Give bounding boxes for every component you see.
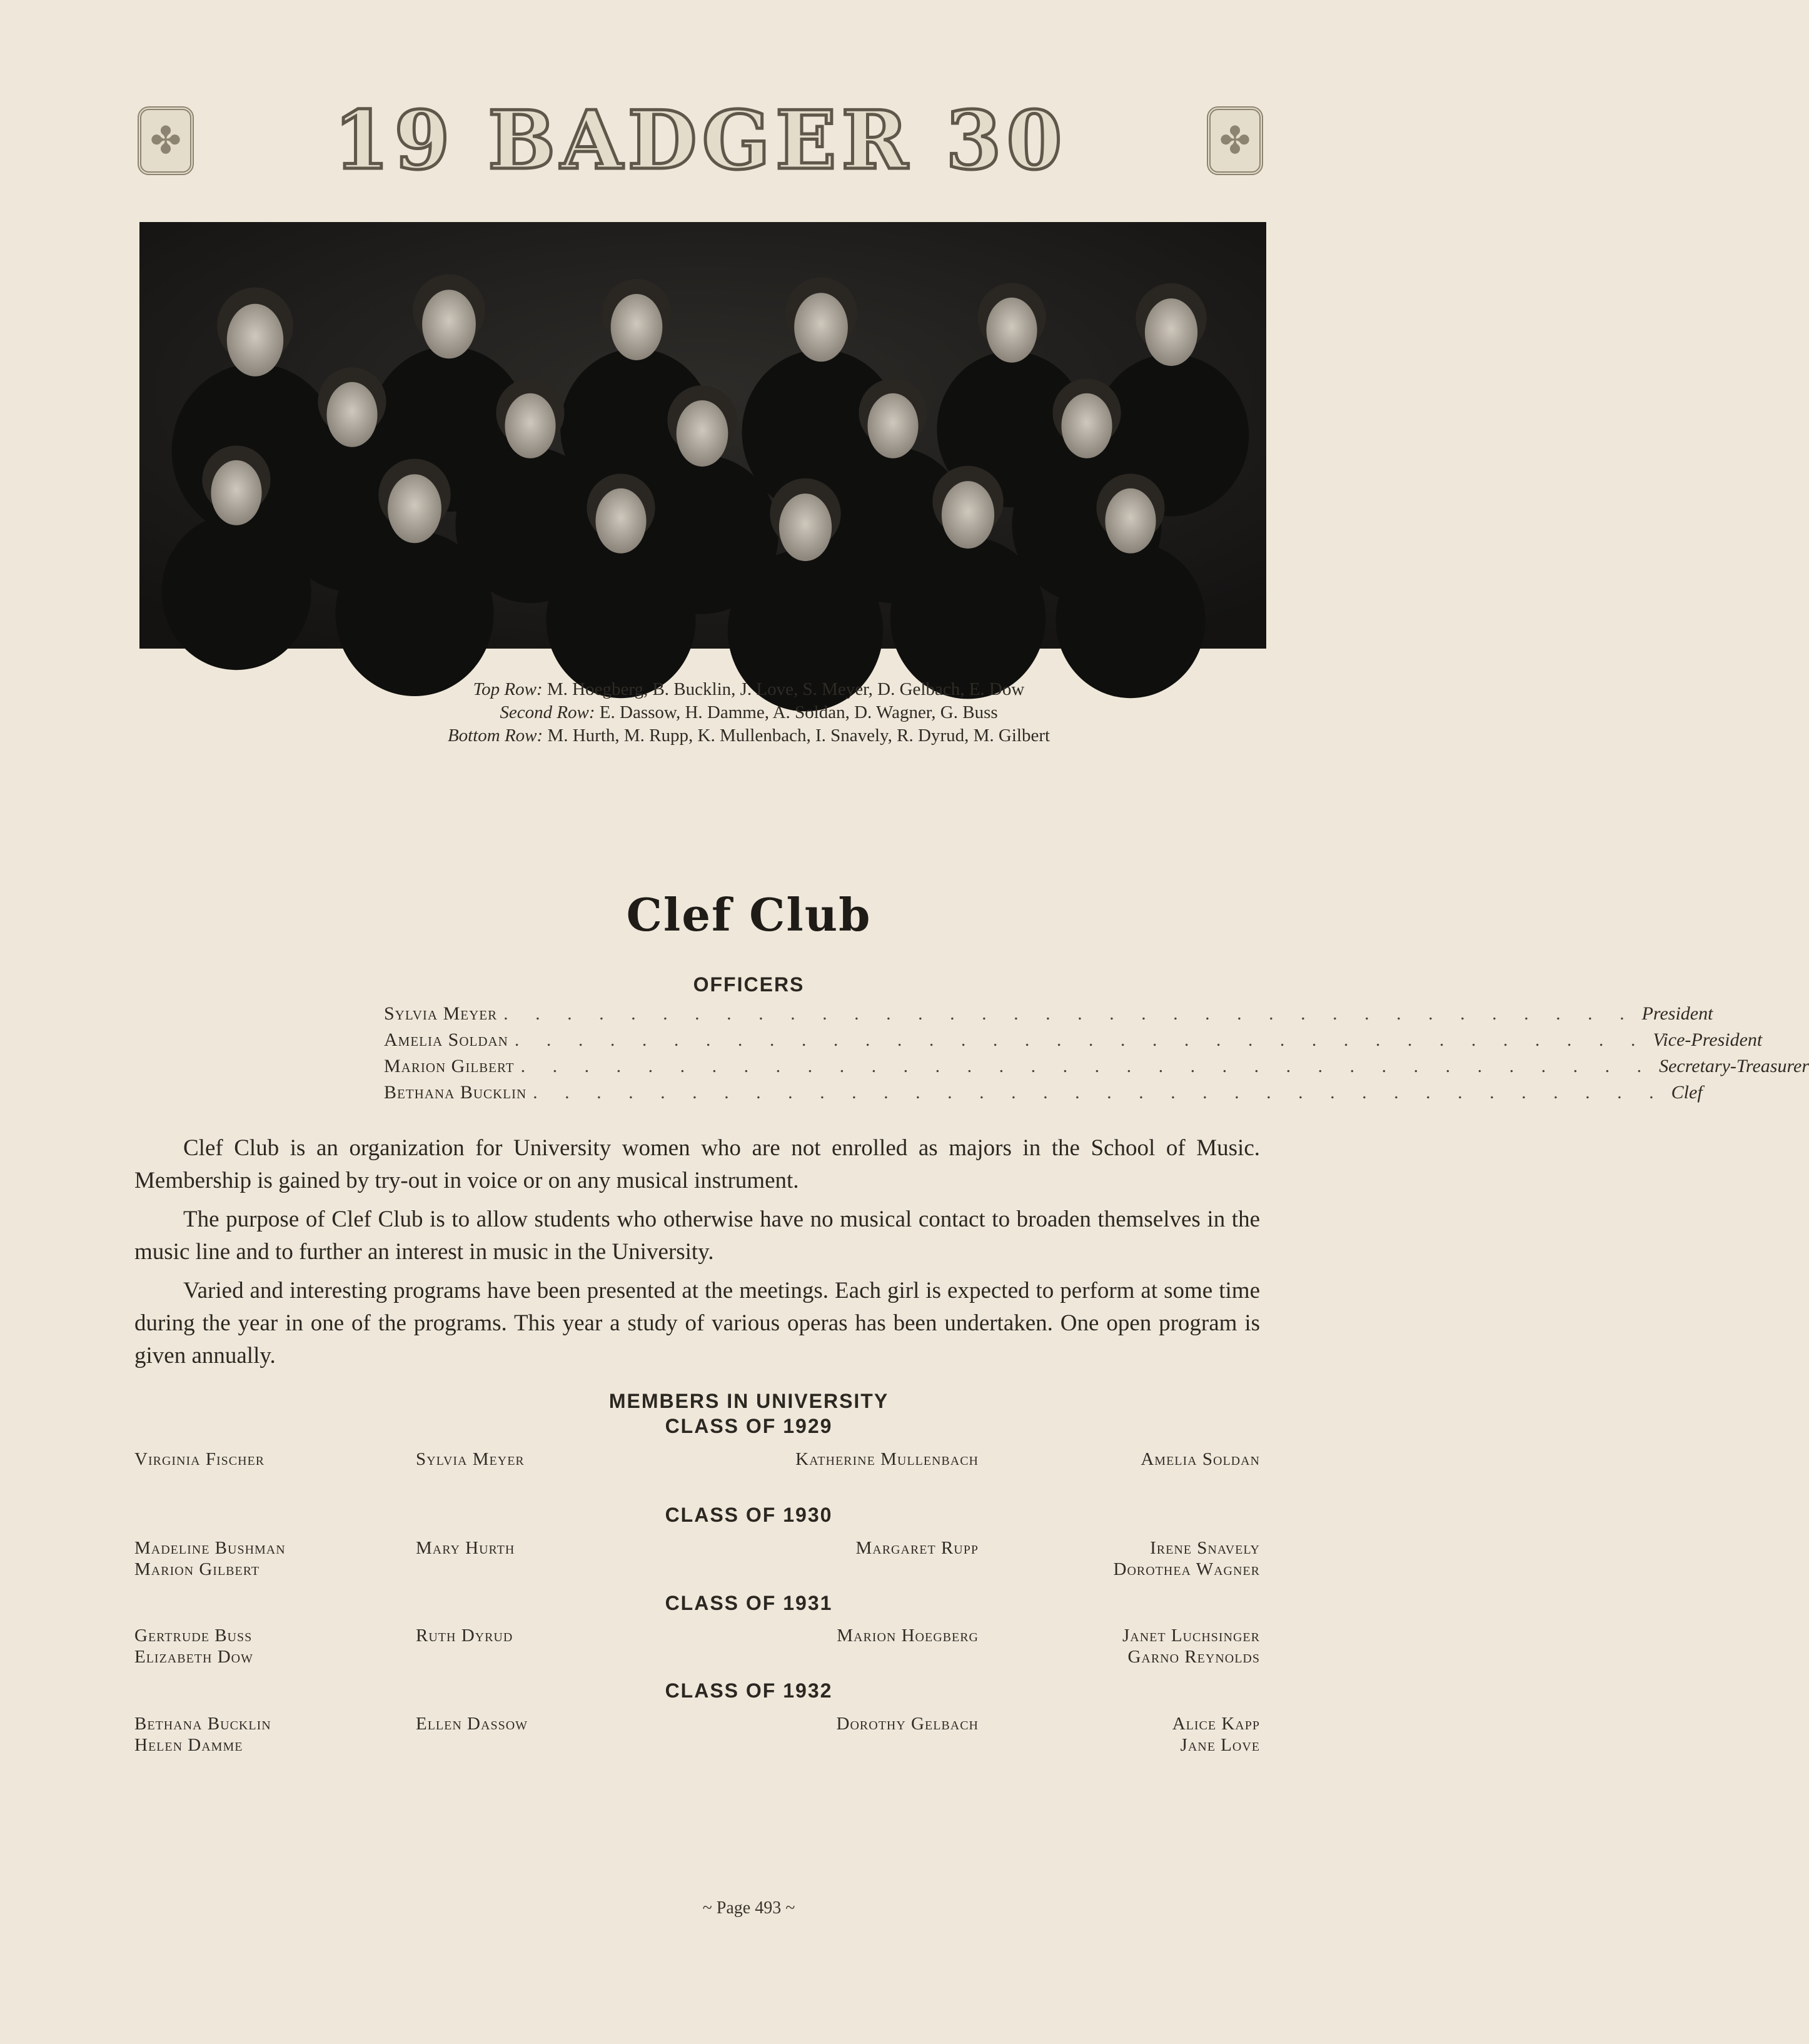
member-name: Garno Reynolds [1127,1647,1260,1667]
member-name: Margaret Rupp [855,1538,979,1558]
officers-list [384,1003,1809,1108]
member-name: Ruth Dyrud [416,1626,513,1646]
person-body [161,514,311,670]
member-name: Marion Gilbert [134,1559,260,1579]
caption-top-row: Top Row: M. Hoegberg, B. Bucklin, J. Love, S. Meyer, D. Gelbach, E. Dow [473,679,1025,699]
officer-row: Amelia Soldan . . . . . . . . . . . . . . . . . . . . . . . . . . . . . . . . . . . . Vice-President [384,1030,1763,1050]
member-name: Sylvia Meyer [416,1449,525,1469]
class-heading: CLASS OF 1930 [665,1504,833,1526]
person-face [227,304,283,377]
page-title: Clef Club [626,888,872,941]
officer-row: Sylvia Meyer . . . . . . . . . . . . . . . . . . . . . . . . . . . . . . . . . . . . President [384,1003,1713,1024]
person-body [336,531,494,696]
member-name: Bethana Bucklin [134,1714,271,1734]
group-photo [139,222,1266,649]
member-names [134,1625,253,1667]
member-names [1172,1713,1260,1756]
person-face [595,488,646,554]
person-face [388,474,441,543]
page-number: ~ Page 493 ~ [702,1898,795,1918]
member-name: Janet Luchsinger [1122,1626,1260,1646]
person-body [546,542,695,699]
person-face [1061,393,1112,458]
member-name: Irene Snavely [1150,1538,1260,1558]
member-name: Dorothy Gelbach [836,1714,979,1734]
person-face [942,481,994,549]
person-face [794,293,848,362]
member-names [134,1713,271,1756]
member-name: Ellen Dassow [416,1714,528,1734]
member-name: Virginia Fischer [134,1449,265,1469]
member-name: Alice Kapp [1172,1714,1260,1734]
paragraph: The purpose of Clef Club is to allow students who otherwise have no musical contact to broaden themselves in the music line and to further an interest in music in the University. [134,1207,1260,1265]
header-title: 19 BADGER 30 [333,94,1067,188]
person-face [779,493,832,561]
members-heading: MEMBERS IN UNIVERSITY [608,1390,889,1412]
person-face [326,382,377,447]
member-names [134,1537,286,1580]
person-face [677,400,728,467]
member-name: Helen Damme [134,1735,243,1755]
group-photo-icon [139,222,1266,649]
caption-second-row: Second Row: E. Dassow, H. Damme, A. Soldan, D. Wagner, G. Buss [500,702,998,722]
paragraph: Clef Club is an organization for University women who are not enrolled as majors in the School of Music. Membership is gained by try-out in voice or on any musical instrument. [134,1135,1260,1193]
person-face [611,294,663,360]
class-heading: CLASS OF 1929 [665,1415,833,1437]
member-names [1114,1537,1260,1580]
person-face [211,460,261,525]
class-members [134,1449,1260,1499]
person-body [1056,542,1205,699]
member-name: Elizabeth Dow [134,1647,253,1667]
person-face [505,393,555,458]
caption-bottom-row: Bottom Row: M. Hurth, M. Rupp, K. Mullenbach, I. Snavely, R. Dyrud, M. Gilbert [447,726,1051,746]
member-name: Marion Hoegberg [837,1626,979,1646]
person-body [890,537,1046,699]
description [134,1132,1260,1379]
ornament-right-icon: ✤ [1207,106,1263,175]
class-members [134,1537,1260,1587]
officer-row: Bethana Bucklin . . . . . . . . . . . . . . . . . . . . . . . . . . . . . . . . . . . . Clef [384,1082,1703,1103]
member-name: Katherine Mullenbach [795,1449,979,1469]
class-heading: CLASS OF 1932 [665,1679,833,1702]
person-face [986,298,1037,363]
person-face [422,290,476,358]
member-name: Mary Hurth [416,1538,515,1558]
member-name: Dorothea Wagner [1113,1559,1260,1579]
member-name: Madeline Bushman [134,1538,286,1558]
member-names [1122,1625,1260,1667]
member-name: Jane Love [1180,1735,1260,1755]
person-face [867,393,918,458]
class-heading: CLASS OF 1931 [665,1592,833,1614]
ornament-left-icon: ✤ [138,106,194,175]
paragraph: Varied and interesting programs have been presented at the meetings. Each girl is expected to perform at some time during the year in one of the programs. This year a study of various operas has been undertaken. One open program is given annually. [134,1278,1260,1369]
officers-heading: OFFICERS [693,973,805,996]
class-members [134,1713,1260,1763]
class-members [134,1625,1260,1675]
officer-row: Marion Gilbert . . . . . . . . . . . . . . . . . . . . . . . . . . . . . . . . . . . . Secretary-Treasurer [384,1056,1809,1076]
person-face [1145,298,1197,366]
member-name: Amelia Soldan [1141,1449,1260,1469]
member-name: Gertrude Buss [134,1626,253,1646]
person-face [1105,488,1156,554]
badger-header [138,94,1263,188]
